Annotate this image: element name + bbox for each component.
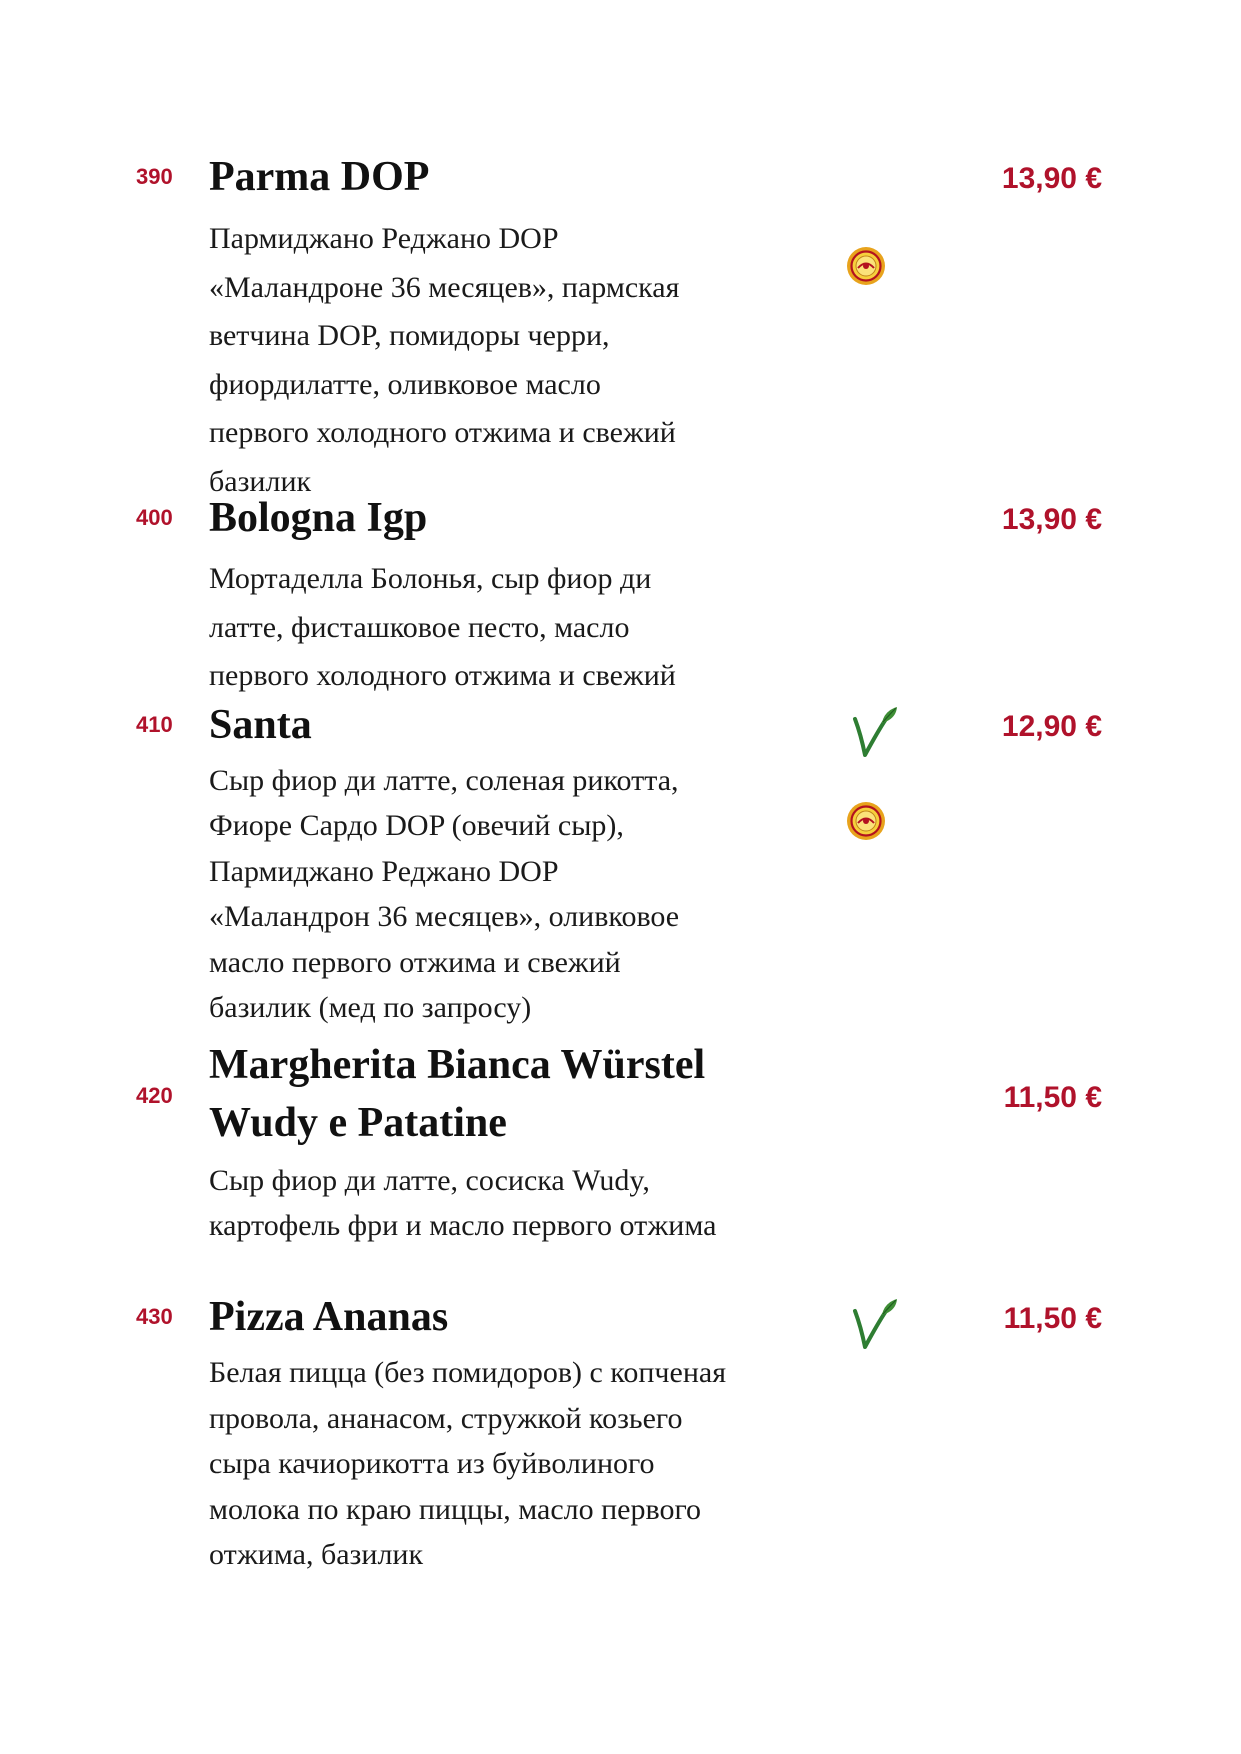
item-number: 430 [136,1304,173,1329]
description-line: сыра качиорикотта из буйволиного [209,1447,655,1480]
item-number: 400 [136,505,173,530]
item-description [209,215,829,506]
item-title: Bologna Igp [209,495,428,541]
item-title: Pizza Ananas [209,1294,449,1340]
description-line: «Маландроне 36 месяцев», пармская [209,270,680,304]
description-line: первого холодного отжима и свежий [209,659,676,692]
vegetarian-leaf-icon [852,1297,900,1351]
description-line: ветчина DOP, помидоры черри, [209,319,610,352]
description-line: базилик (мед по запросу) [209,991,532,1025]
item-number: 420 [136,1083,173,1108]
item-title-line: Wudy e Patatine [209,1100,507,1146]
item-price: 11,50 € [1003,1081,1102,1114]
description-line: молока по краю пиццы, масло первого [209,1492,701,1526]
description-line: Сыр фиор ди латте, соленая рикотта, [209,764,679,797]
description-line: Пармиджано Реджано DOP [209,854,559,888]
item-title: Santa [209,702,312,748]
description-line: базилик [209,464,312,498]
description-line: первого холодного отжима и свежий [209,416,676,449]
description-line: фиордилатте, оливковое масло [209,367,601,401]
description-line: картофель фри и масло первого отжима [209,1209,717,1243]
item-title: Parma DOP [209,154,430,200]
dop-seal-icon [846,801,886,841]
description-line: Белая пицца (без помидоров) с копченая [209,1356,726,1389]
item-description [209,758,829,1030]
description-line: латте, фисташковое песто, масло [209,610,630,644]
item-price: 12,90 € [1001,710,1102,743]
item-title-line: Margherita Bianca Würstel [209,1042,706,1088]
item-description [209,555,829,701]
item-number: 390 [136,164,173,189]
description-line: масло первого отжима и свежий [209,945,621,979]
item-title [209,1036,705,1152]
vegetarian-leaf-icon [852,705,900,759]
item-price: 13,90 € [1001,162,1102,195]
description-line: провола, ананасом, стружкой козьего [209,1401,683,1435]
description-line: «Маландрон 36 месяцев», оливковое [209,900,680,934]
item-number: 410 [136,712,173,737]
description-line: Фиоре Сардо DOP (овечий сыр), [209,809,624,843]
description-line: отжима, базилик [209,1538,424,1571]
item-price: 13,90 € [1001,503,1102,536]
dop-seal-icon [846,246,886,286]
item-description [209,1350,829,1578]
description-line: Сыр фиор ди латте, сосиска Wudy, [209,1164,650,1197]
description-line: Мортаделла Болонья, сыр фиор ди [209,562,652,595]
item-description [209,1158,829,1249]
description-line: Пармиджано Реджано DOP [209,222,559,255]
item-price: 11,50 € [1003,1302,1102,1335]
